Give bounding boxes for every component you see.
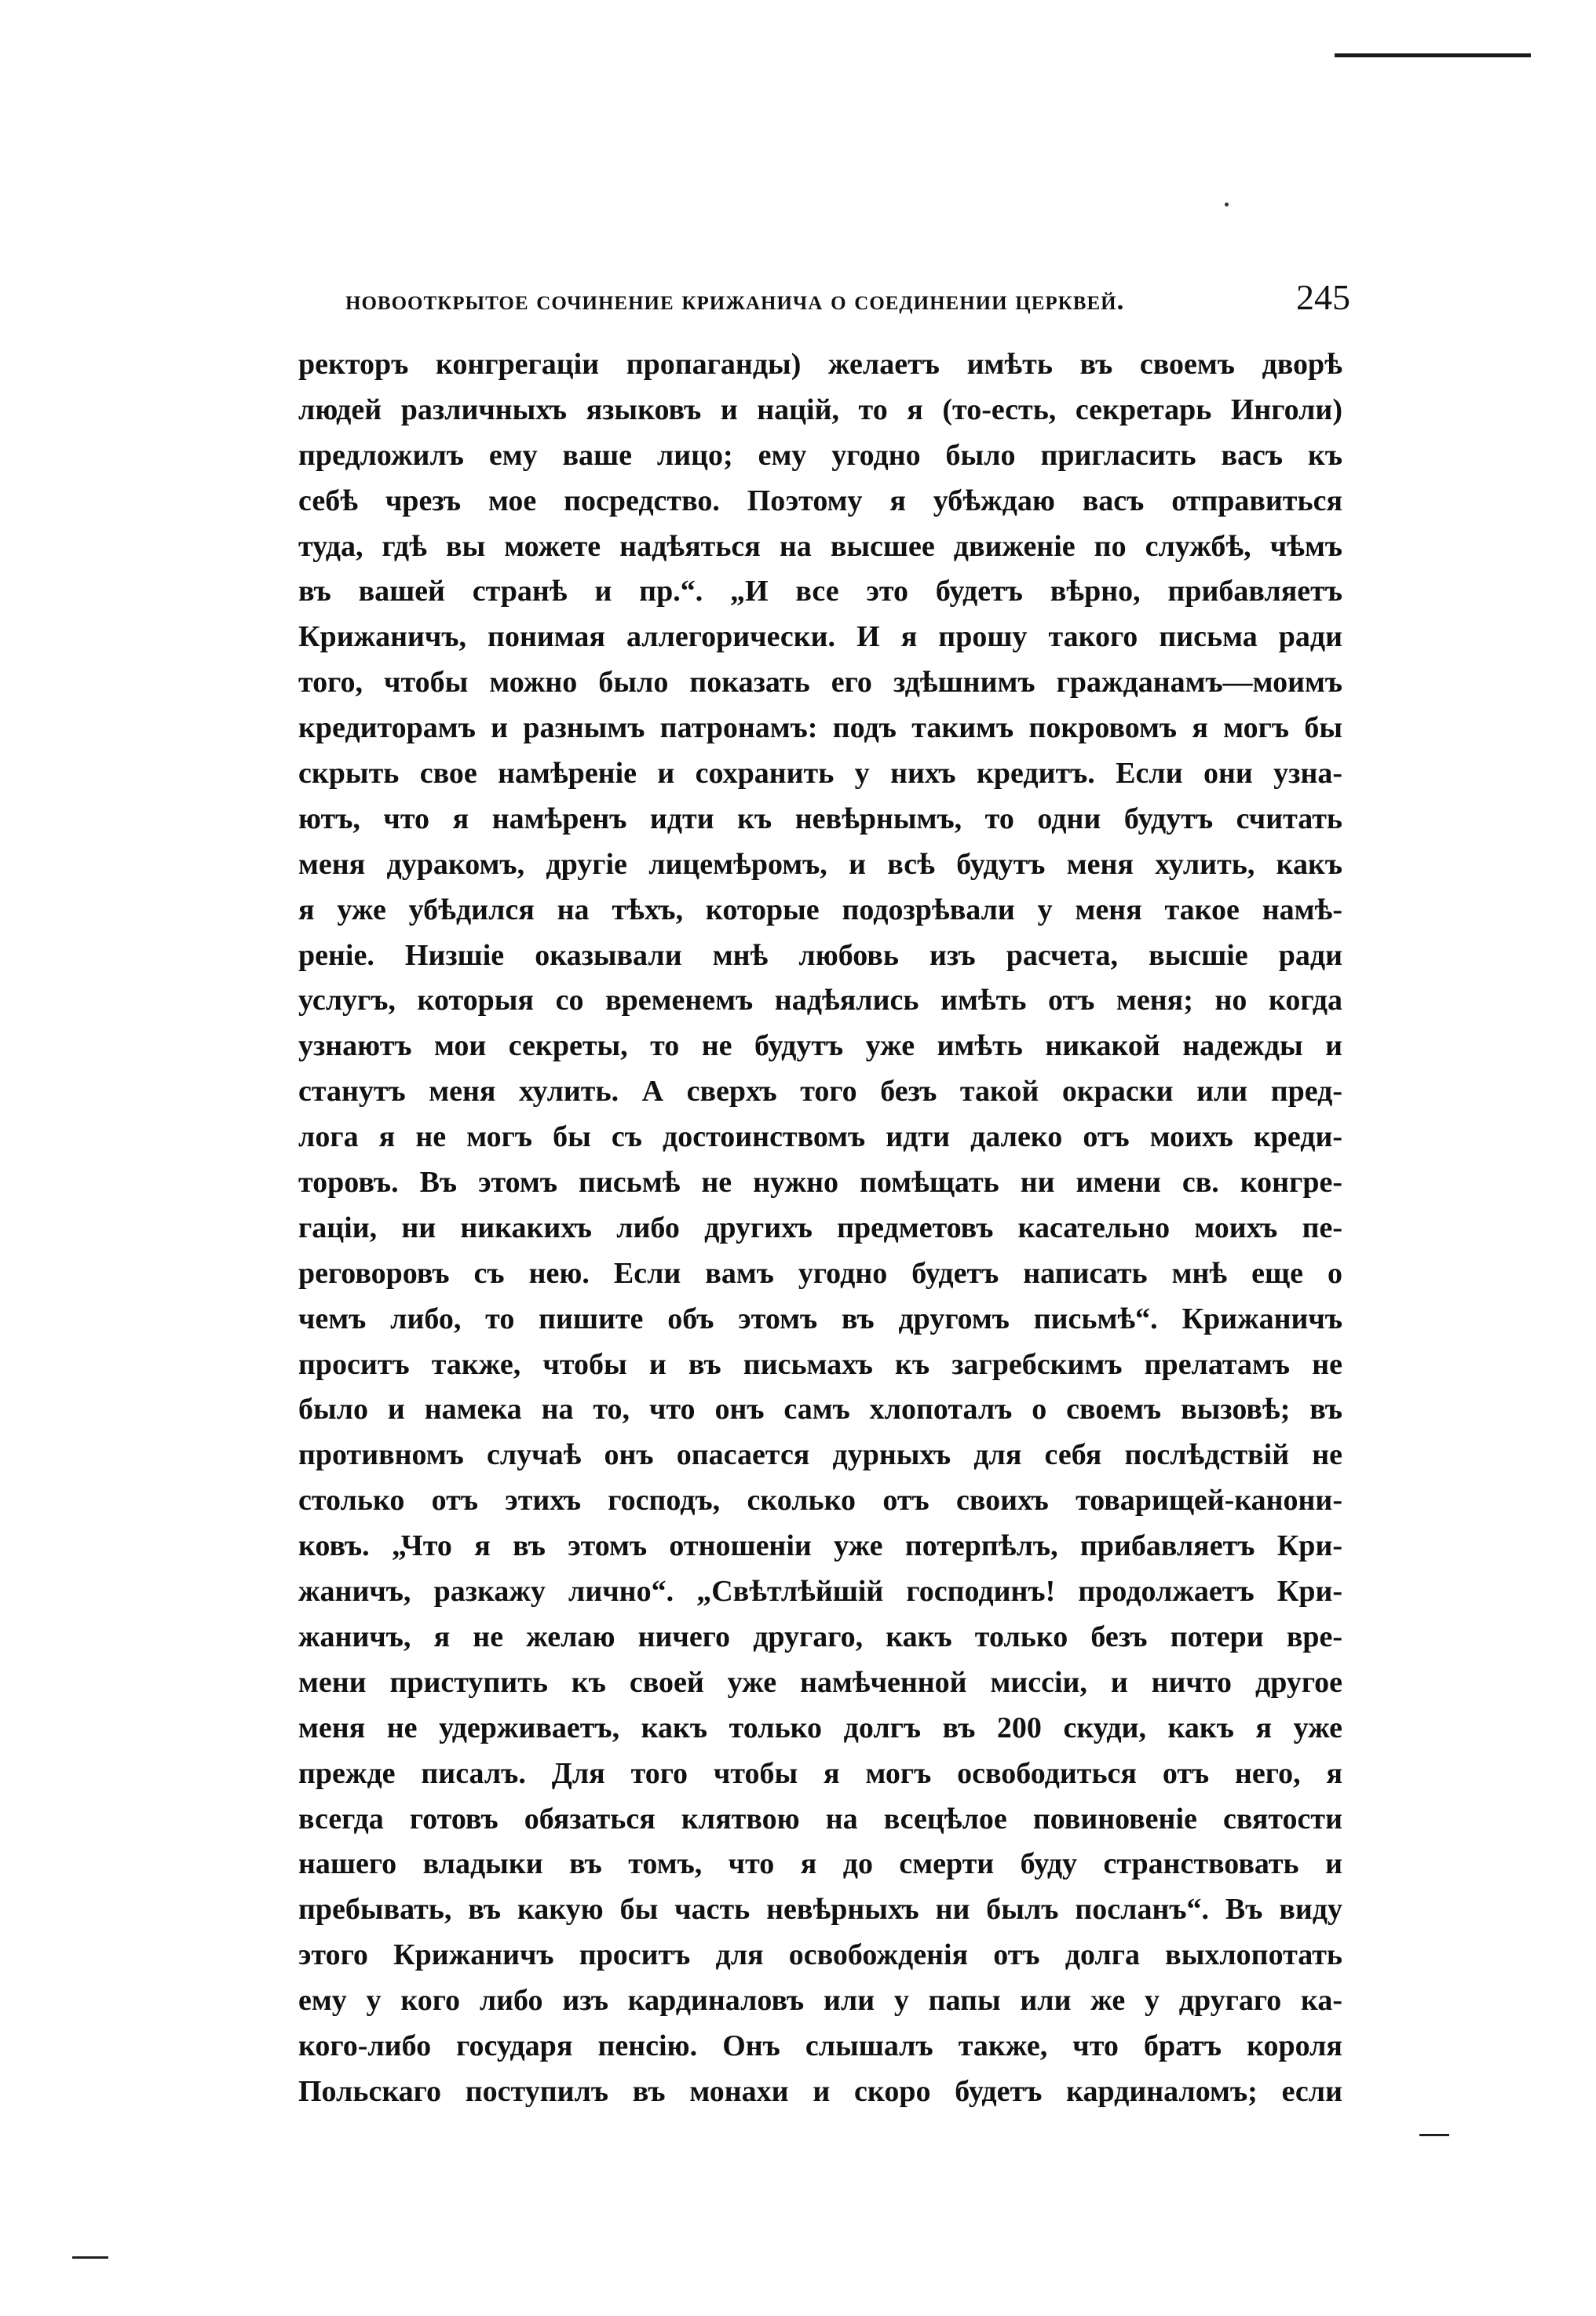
text-line: было и намека на то, что онъ самъ хлопоталъ о своемъ вызовѣ; въ	[298, 1393, 1342, 1426]
text-line: реніе. Низшіе оказывали мнѣ любовь изъ расчета, высшіе ради	[298, 938, 1342, 972]
text-line: кредиторамъ и разнымъ патронамъ: подъ такимъ покровомъ я могъ бы	[298, 711, 1342, 745]
text-line: ректоръ конгрегаціи пропаганды) желаетъ имѣть въ своемъ дворѣ	[298, 348, 1342, 381]
text-line: того, чтобы можно было показать его здѣшнимъ гражданамъ—моимъ	[298, 666, 1342, 700]
print-speck	[1225, 203, 1229, 206]
text-line: мени приступить къ своей уже намѣченной миссіи, и ничто другое	[298, 1665, 1342, 1699]
text-line: туда, гдѣ вы можете надѣяться на высшее движеніе по службѣ, чѣмъ	[298, 529, 1342, 563]
text-line: меня не удерживаетъ, какъ только долгъ въ 200 скуди, какъ я уже	[298, 1711, 1342, 1744]
text-line: всегда готовъ обязаться клятвою на всецѣлое повиновеніе святости	[298, 1802, 1342, 1836]
text-line: меня дуракомъ, другіе лицемѣромъ, и всѣ будутъ меня хулить, какъ	[298, 847, 1342, 881]
top-rule	[1335, 53, 1531, 57]
text-line: жаничъ, я не желаю ничего другаго, какъ только безъ потери вре-	[298, 1620, 1342, 1653]
text-line: станутъ меня хулить. А сверхъ того безъ такой окраски или пред-	[298, 1075, 1342, 1109]
page-number: 245	[1296, 277, 1350, 317]
text-line: кого-либо государя пенсію. Онъ слышалъ также, что братъ короля	[298, 2029, 1342, 2062]
text-line: Польскаго поступилъ въ монахи и скоро будетъ кардиналомъ; если	[298, 2074, 1342, 2108]
body-text	[298, 342, 1342, 2115]
running-header	[345, 276, 1350, 323]
text-line: противномъ случаѣ онъ опасается дурныхъ для себя послѣдствій не	[298, 1438, 1342, 1472]
text-line: лога я не могъ бы съ достоинствомъ идти далеко отъ моихъ креди-	[298, 1120, 1342, 1154]
edge-mark	[72, 2256, 108, 2259]
text-line: въ вашей странѣ и пр.“. „И все это будетъ вѣрно, прибавляетъ	[298, 575, 1342, 608]
text-line: пребывать, въ какую бы часть невѣрныхъ ни былъ посланъ“. Въ виду	[298, 1893, 1342, 1927]
text-line: столько отъ этихъ господъ, сколько отъ своихъ товарищей-канони-	[298, 1484, 1342, 1518]
text-line: скрыть свое намѣреніе и сохранить у нихъ кредитъ. Если они узна-	[298, 757, 1342, 791]
running-title: новооткрытое сочинение крижанича о соединении церквей.	[345, 285, 1125, 316]
text-line: узнаютъ мои секреты, то не будутъ уже имѣть никакой надежды и	[298, 1029, 1342, 1063]
text-line: Крижаничъ, понимая аллегорически. И я прошу такого письма ради	[298, 620, 1342, 654]
text-line: предложилъ ему ваше лицо; ему угодно было пригласить васъ къ	[298, 438, 1342, 472]
text-line: проситъ также, чтобы и въ письмахъ къ загребскимъ прелатамъ не	[298, 1347, 1342, 1381]
text-line: я уже убѣдился на тѣхъ, которые подозрѣвали у меня такое намѣ-	[298, 893, 1342, 926]
text-line: жаничъ, разкажу лично“. „Свѣтлѣйшій господинъ! продолжаетъ Кри-	[298, 1575, 1342, 1609]
text-line: этого Крижаничъ проситъ для освобожденія отъ долга выхлопотать	[298, 1938, 1342, 1972]
text-line: ковъ. „Что я въ этомъ отношеніи уже потерпѣлъ, прибавляетъ Кри-	[298, 1529, 1342, 1563]
text-line: прежде писалъ. Для того чтобы я могъ освободиться отъ него, я	[298, 1756, 1342, 1790]
text-line: ютъ, что я намѣренъ идти къ невѣрнымъ, то одни будутъ считать	[298, 802, 1342, 835]
text-line: себѣ чрезъ мое посредство. Поэтому я убѣждаю васъ отправиться	[298, 484, 1342, 517]
text-line: людей различныхъ языковъ и націй, то я (то-есть, секретарь Инголи)	[298, 393, 1342, 426]
text-line: гаціи, ни никакихъ либо другихъ предметовъ касательно моихъ пе-	[298, 1211, 1342, 1244]
text-line: ему у кого либо изъ кардиналовъ или у папы или же у другаго ка-	[298, 1984, 1342, 2018]
edge-mark	[1419, 2134, 1449, 2136]
text-line: услугъ, которыя со временемъ надѣялись имѣть отъ меня; но когда	[298, 984, 1342, 1017]
text-line: реговоровъ съ нею. Если вамъ угодно будетъ написать мнѣ еще о	[298, 1256, 1342, 1290]
text-line: торовъ. Въ этомъ письмѣ не нужно помѣщать ни имени св. конгре-	[298, 1166, 1342, 1200]
text-line: нашего владыки въ томъ, что я до смерти буду странствовать и	[298, 1847, 1342, 1881]
text-line: чемъ либо, то пишите объ этомъ въ другомъ письмѣ“. Крижаничъ	[298, 1302, 1342, 1335]
